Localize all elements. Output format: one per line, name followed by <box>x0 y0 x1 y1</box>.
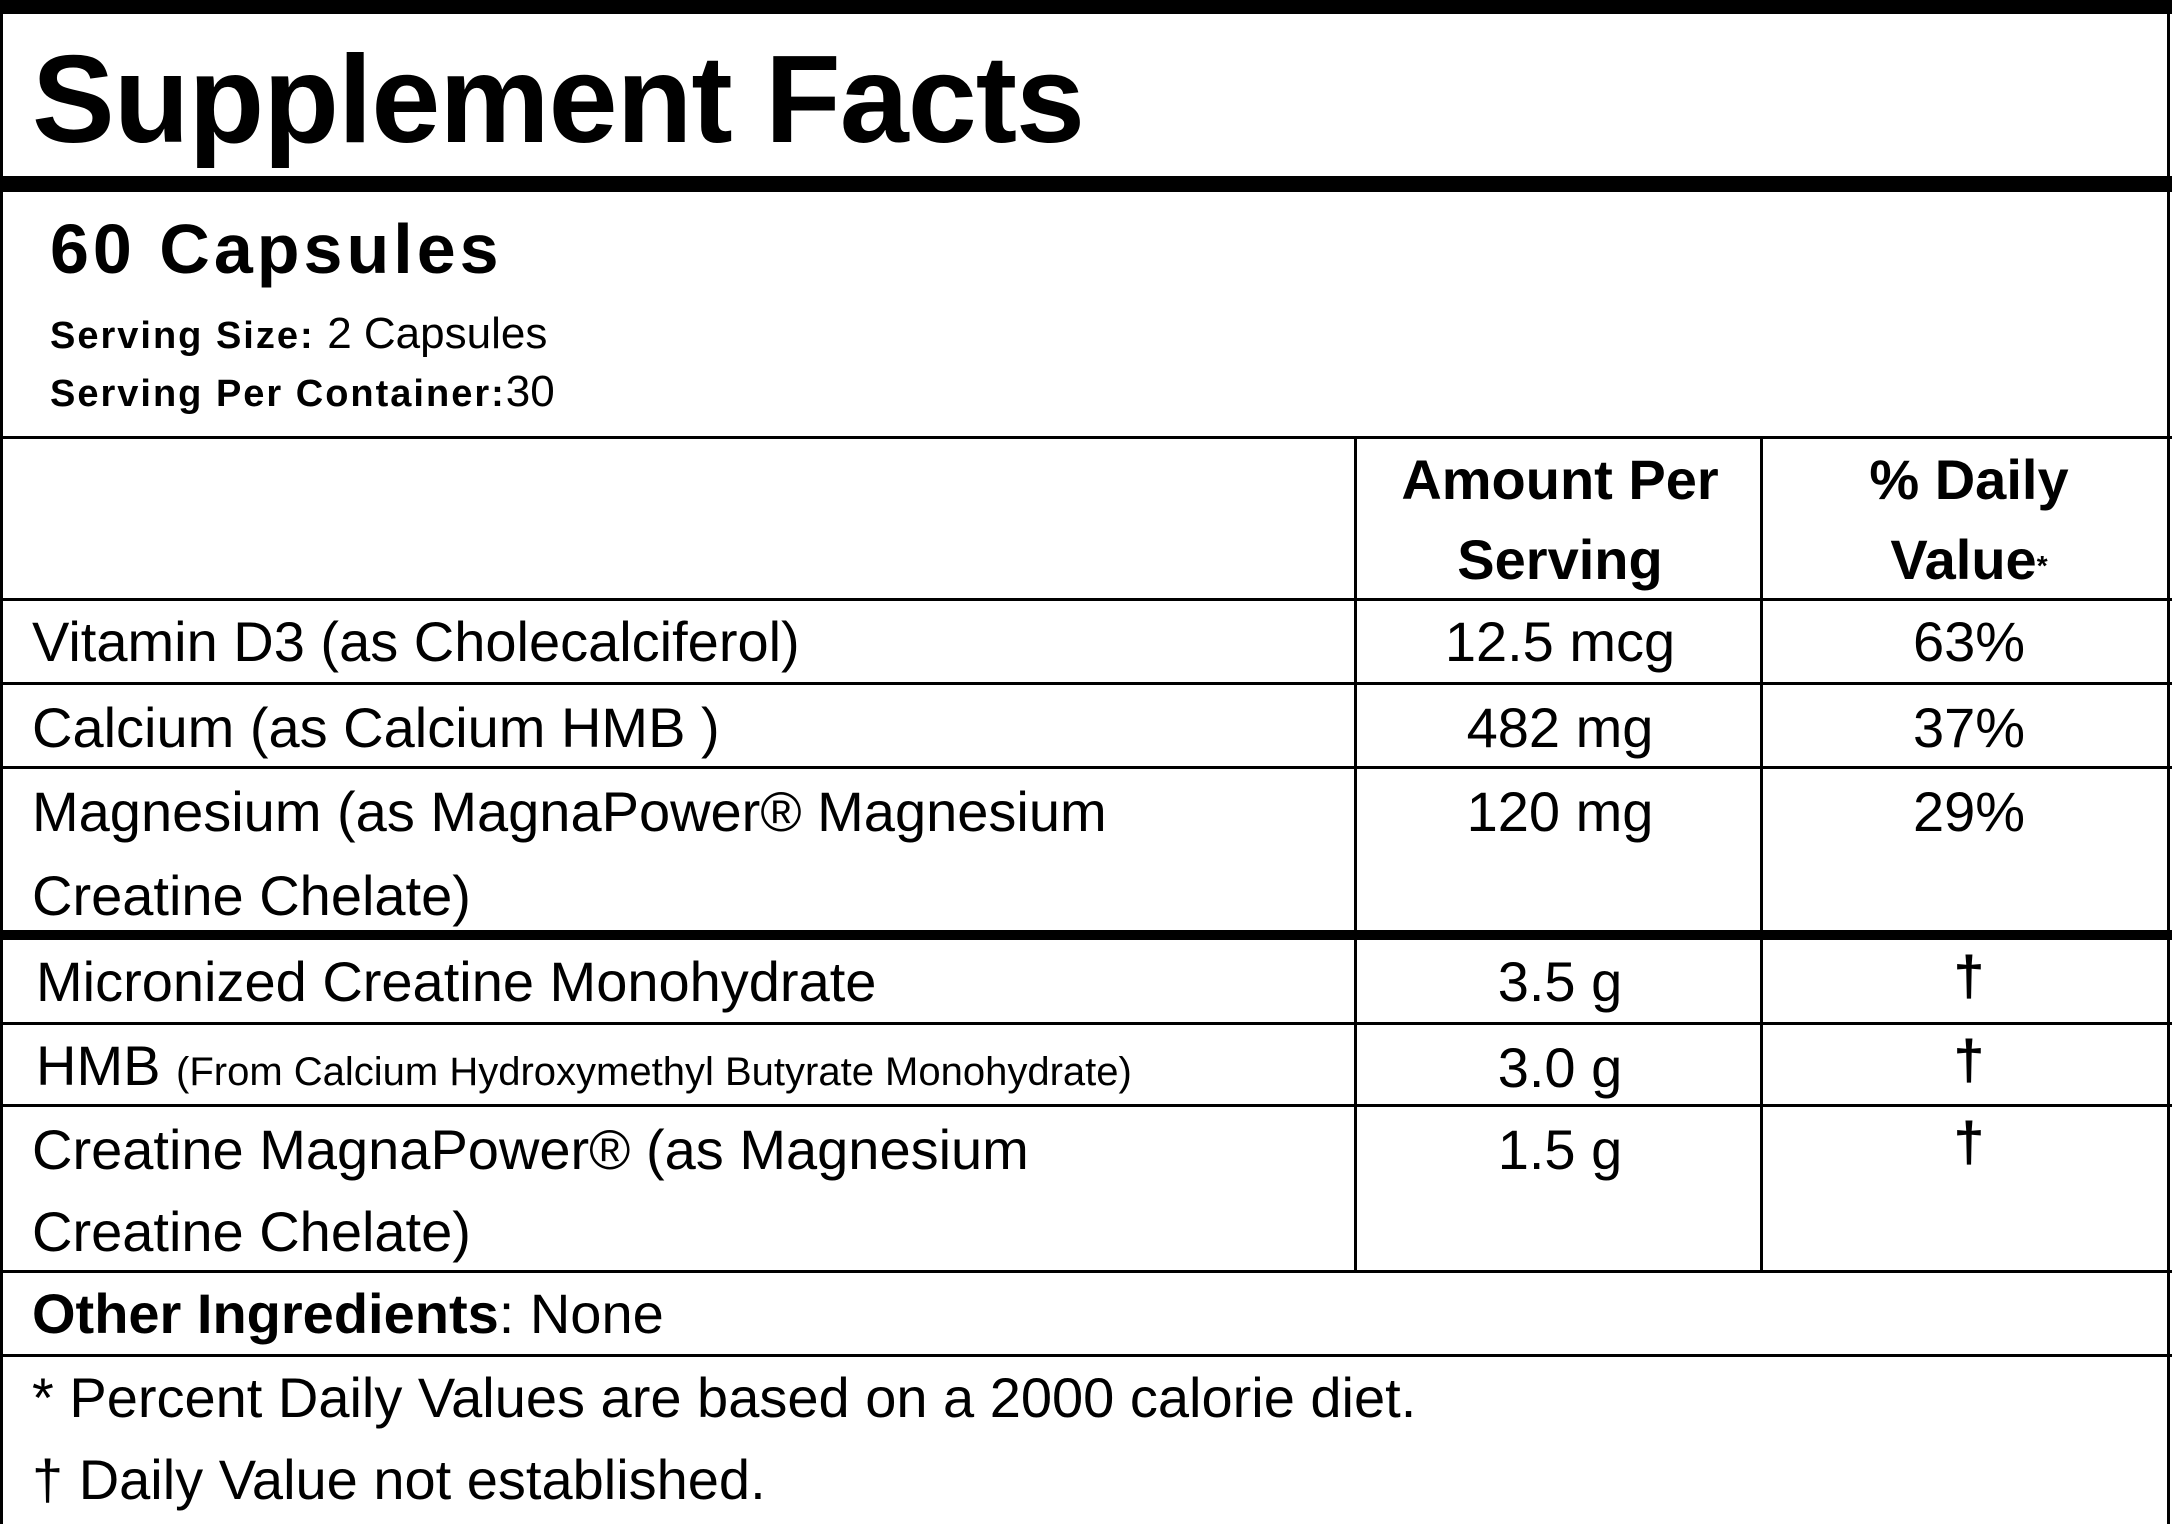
top-rule <box>0 0 2172 14</box>
other-ingredients-label: Other Ingredients <box>32 1282 499 1345</box>
row-divider <box>0 682 2172 685</box>
panel-title: Supplement Facts <box>32 31 1084 169</box>
row-creatine-magnapower-amount: 1.5 g <box>1497 1118 1623 1181</box>
row-creatine-magnapower-name-line2: Creatine Chelate) <box>32 1200 471 1263</box>
row-hmb-name <box>36 1024 1132 1114</box>
row-creatine-magnapower-name-line1: Creatine MagnaPower® (as Magnesium <box>32 1118 1029 1181</box>
footer-divider <box>0 1354 2172 1357</box>
footnote-not-established: † Daily Value not established. <box>32 1448 766 1511</box>
dv-header-asterisk: * <box>2036 550 2048 581</box>
row-creatine-magnapower-dv: † <box>1953 1110 1985 1173</box>
row-hmb-name-main: HMB <box>36 1034 161 1097</box>
amount-per-serving-header <box>1360 440 1760 600</box>
dv-column-divider <box>1760 436 1763 1272</box>
row-creatine-monohydrate-dv: † <box>1953 944 1985 1007</box>
title-divider <box>0 176 2172 192</box>
row-creatine-monohydrate-amount: 3.5 g <box>1497 950 1623 1013</box>
row-divider <box>0 766 2172 769</box>
serving-size-value: 2 Capsules <box>327 309 548 358</box>
row-creatine-monohydrate-name: Micronized Creatine Monohydrate <box>36 950 877 1013</box>
row-magnesium-name-line1: Magnesium (as MagnaPower® Magnesium <box>32 780 1107 843</box>
row-hmb-dv: † <box>1953 1028 1985 1091</box>
amount-header-line2: Serving <box>1457 528 1663 591</box>
table-bottom-rule <box>0 1270 2172 1273</box>
other-ingredients <box>32 1274 664 1354</box>
servings-per-container <box>50 367 555 416</box>
row-vitamin-d3-name: Vitamin D3 (as Cholecalciferol) <box>32 610 800 673</box>
serving-size-label: Serving Size: <box>50 315 315 357</box>
table-top-rule <box>0 436 2172 439</box>
row-magnesium-dv: 29% <box>1912 780 2026 843</box>
servings-per-container-value: 30 <box>505 367 555 416</box>
dv-header-value-text: Value <box>1890 528 2037 591</box>
servings-per-container-label: Serving Per Container: <box>50 373 506 415</box>
capsule-count: 60 Capsules <box>50 210 503 288</box>
serving-size <box>50 309 548 358</box>
row-magnesium-amount: 120 mg <box>1466 780 1654 843</box>
row-calcium-name: Calcium (as Calcium HMB ) <box>32 696 720 759</box>
dv-header-line1: % Daily <box>1869 448 2069 511</box>
dv-header-line2 <box>1766 520 2172 600</box>
row-calcium-dv: 37% <box>1912 696 2026 759</box>
row-calcium-amount: 482 mg <box>1466 696 1654 759</box>
row-vitamin-d3-dv: 63% <box>1912 610 2026 673</box>
row-hmb-name-note: (From Calcium Hydroxymethyl Butyrate Monohydrate) <box>176 1050 1132 1094</box>
row-magnesium-name-line2: Creatine Chelate) <box>32 864 471 927</box>
row-vitamin-d3-amount: 12.5 mcg <box>1444 610 1676 673</box>
other-ingredients-value: : None <box>498 1282 664 1345</box>
amount-header-line1: Amount Per <box>1401 448 1719 511</box>
footnote-daily-values: * Percent Daily Values are based on a 2000 calorie diet. <box>32 1366 1417 1429</box>
amount-column-divider <box>1354 436 1357 1272</box>
row-hmb-amount: 3.0 g <box>1497 1036 1623 1099</box>
daily-value-header <box>1766 440 2172 600</box>
